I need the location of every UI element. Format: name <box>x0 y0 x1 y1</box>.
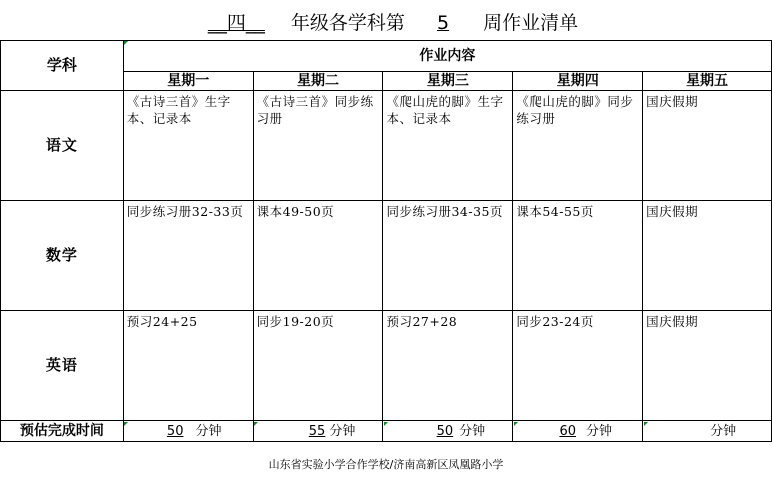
title-suffix: 周作业清单 <box>483 12 579 34</box>
time-fri-unit: 分钟 <box>710 423 737 439</box>
time-thu <box>513 421 643 442</box>
table-row <box>1 91 772 201</box>
chinese-mon: 《古诗三首》生字本、记录本 <box>123 91 253 201</box>
comment-marker-icon <box>124 422 128 426</box>
subject-chinese: 语文 <box>1 91 124 201</box>
page-title <box>0 8 772 35</box>
english-wed: 预习27+28 <box>383 311 513 421</box>
time-tue-value: 55 <box>308 423 326 439</box>
time-thu-unit: 分钟 <box>585 423 612 439</box>
time-thu-value: 60 <box>559 423 576 439</box>
comment-marker-icon <box>254 422 258 426</box>
title-middle: 年级各学科第 <box>290 12 405 34</box>
time-fri <box>643 421 772 442</box>
table-row <box>1 201 772 311</box>
homework-content-header: 作业内容 <box>123 41 771 72</box>
subject-math: 数学 <box>1 201 124 311</box>
chinese-fri: 国庆假期 <box>643 91 772 201</box>
chinese-wed: 《爬山虎的脚》生字本、记录本 <box>383 91 513 201</box>
chinese-tue: 《古诗三首》同步练习册 <box>253 91 383 201</box>
grade-value: __四__ <box>207 12 265 34</box>
english-tue: 同步19-20页 <box>253 311 383 421</box>
math-mon: 同步练习册32-33页 <box>123 201 253 311</box>
time-tue <box>253 421 383 442</box>
school-footer: 山东省实验小学合作学校/济南高新区凤凰路小学 <box>268 458 504 471</box>
homework-table <box>0 40 772 442</box>
subject-english: 英语 <box>1 311 124 421</box>
subject-header: 学科 <box>1 41 124 91</box>
time-wed <box>383 421 513 442</box>
time-wed-unit: 分钟 <box>459 423 486 439</box>
time-tue-unit: 分钟 <box>329 423 356 439</box>
comment-marker-icon <box>514 422 518 426</box>
time-mon <box>123 421 253 442</box>
math-fri: 国庆假期 <box>643 201 772 311</box>
comment-marker-icon <box>644 422 648 426</box>
week-value: 5 <box>436 12 450 34</box>
math-thu: 课本54-55页 <box>513 201 643 311</box>
math-wed: 同步练习册34-35页 <box>383 201 513 311</box>
english-mon: 预习24+25 <box>123 311 253 421</box>
time-mon-unit: 分钟 <box>195 423 222 439</box>
day-header-fri: 星期五 <box>643 72 772 91</box>
comment-marker-icon <box>124 41 128 45</box>
day-header-mon: 星期一 <box>123 72 253 91</box>
math-tue: 课本49-50页 <box>253 201 383 311</box>
estimated-time-label: 预估完成时间 <box>1 421 124 442</box>
english-thu: 同步23-24页 <box>513 311 643 421</box>
day-header-tue: 星期二 <box>253 72 383 91</box>
day-header-thu: 星期四 <box>513 72 643 91</box>
time-mon-value: 50 <box>166 423 184 439</box>
chinese-thu: 《爬山虎的脚》同步练习册 <box>513 91 643 201</box>
english-fri: 国庆假期 <box>643 311 772 421</box>
day-header-wed: 星期三 <box>383 72 513 91</box>
comment-marker-icon <box>384 422 388 426</box>
time-wed-value: 50 <box>436 423 454 439</box>
table-row <box>1 311 772 421</box>
